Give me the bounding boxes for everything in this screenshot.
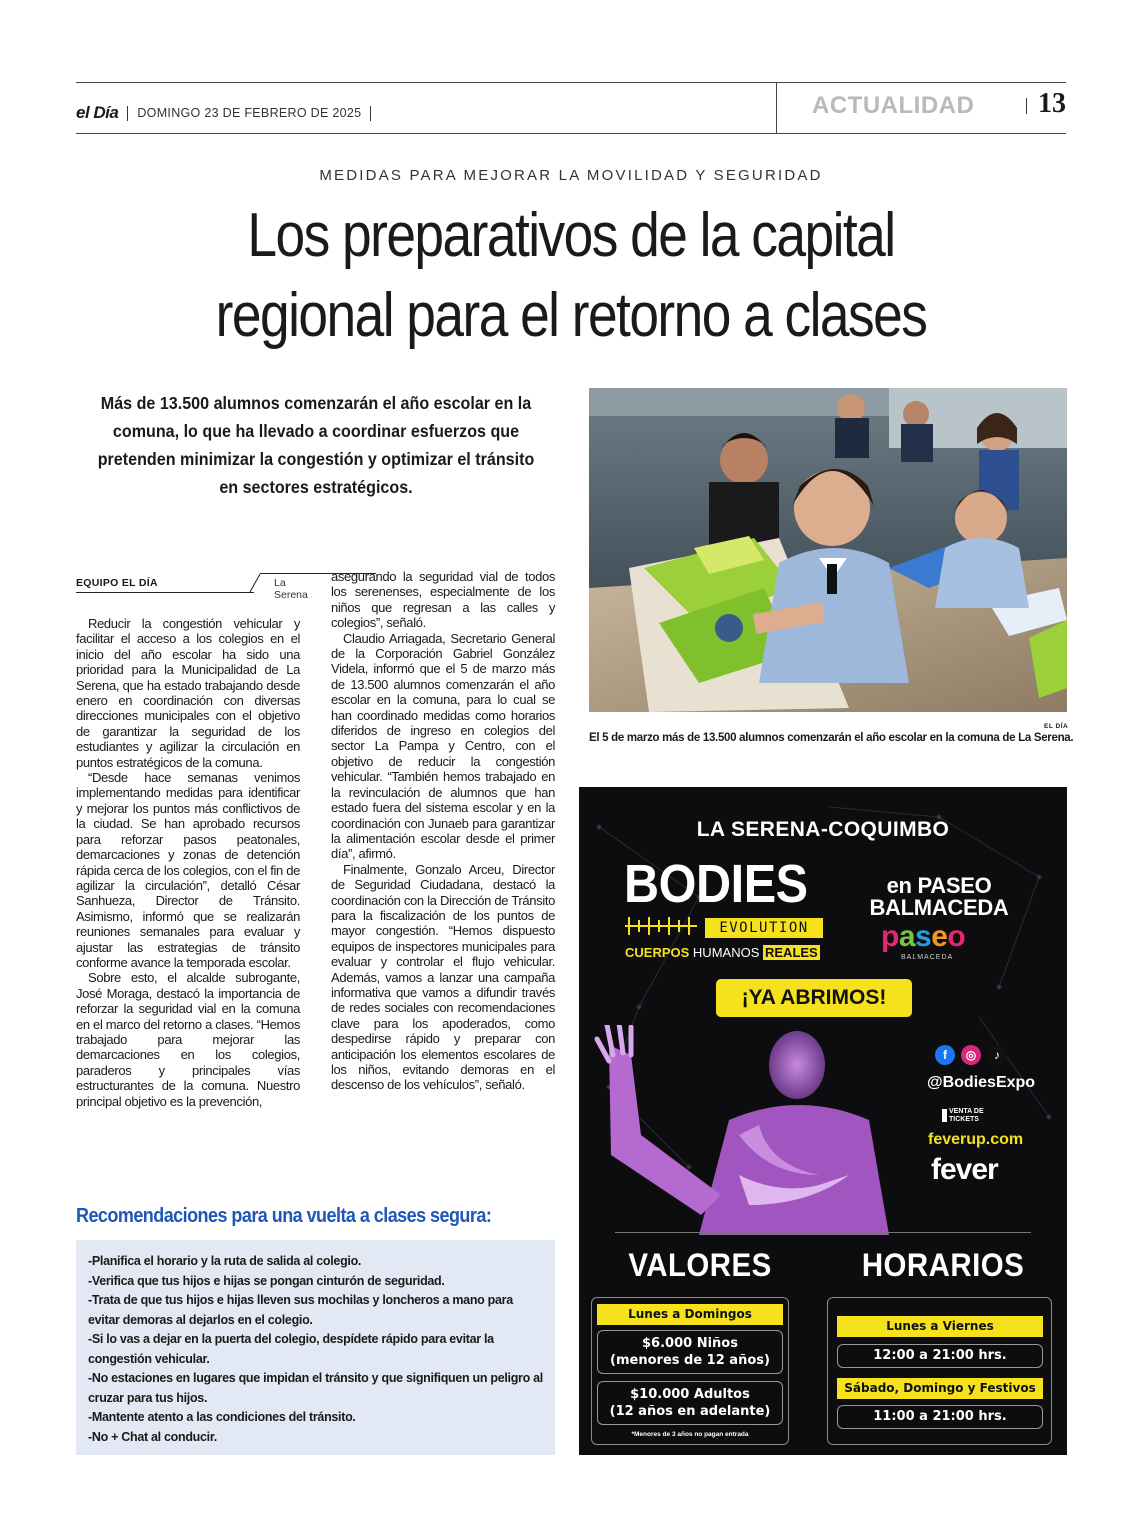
ad-price-kids-condition: (menores de 12 años)	[610, 1353, 770, 1368]
paseo-logo-letter: p	[881, 920, 899, 953]
social-icons	[935, 1045, 1007, 1065]
masthead-separator	[127, 106, 128, 121]
ad-tagline	[625, 945, 820, 960]
dna-strip-icon	[625, 915, 697, 937]
masthead	[76, 100, 380, 126]
ad-tagline-cuerpos: CUERPOS	[625, 945, 690, 960]
header-top-rule	[76, 82, 1066, 83]
recommendation-item: -Si lo vas a dejar en la puerta del colegio, despídete rápido para evitar la congestión vehicular.	[88, 1332, 494, 1366]
ad-open-banner: ¡YA ABRIMOS!	[716, 979, 912, 1017]
anatomical-figure-image	[579, 1025, 909, 1235]
page-number-separator	[1026, 98, 1027, 114]
body-paragraph: Finalmente, Gonzalo Arceu, Director de Seguridad Ciudadana, destacó la coordinación con la Dirección de Tránsito para la fiscalización de los puntos de mayor congestión. “Hemos dispuesto equipos de inspectores municipales para evaluar y controlar el flujo vehicular. Además, vamos a lanzar una campaña informativa que vamos a difundir través de redes sociales con recomendaciones clave para los apoderados, como despedirse rápido y preparar con anticipación los elementos escolares de los niños, evitando demoras en el descenso de los vehículos”, señaló.	[331, 861, 555, 1093]
ticket-icon	[942, 1109, 947, 1122]
recommendation-item: -Verifica que tus hijos e hijas se pongan cinturón de seguridad.	[88, 1273, 445, 1288]
headline-line-2: regional para el retorno a clases	[215, 281, 927, 350]
article-column-2	[331, 569, 555, 1093]
newspaper-logo: el Día	[76, 103, 119, 122]
photo-caption: El 5 de marzo más de 13.500 alumnos comenzarán el año escolar en la comuna de La Serena.	[589, 732, 1074, 744]
ad-tickets-link[interactable]: feverup.com	[928, 1131, 1024, 1148]
instagram-icon[interactable]: ◎	[961, 1045, 981, 1065]
ad-city: LA SERENA-COQUIMBO	[696, 818, 950, 841]
byline	[76, 573, 308, 601]
ad-weekend-hours: 11:00 a 21:00 hrs.	[837, 1405, 1043, 1429]
ad-price-note: *Menores de 3 años no pagan entrada	[631, 1431, 749, 1438]
ad-price-adults-condition: (12 años en adelante)	[609, 1404, 771, 1419]
tiktok-icon[interactable]: ♪	[987, 1045, 1007, 1065]
paseo-logo-sub: BALMACEDA	[901, 954, 954, 961]
paseo-logo-letter: e	[931, 920, 948, 953]
section-name: ACTUALIDAD	[812, 92, 975, 119]
recommendation-item: -Trata de que tus hijos e hijas lleven sus mochilas y loncheros a mano para evitar demoras al dejarlos en el colegio.	[88, 1293, 513, 1327]
ad-divider	[615, 1232, 1031, 1233]
facebook-icon[interactable]: f	[935, 1045, 955, 1065]
ad-hours-title: HORARIOS	[861, 1247, 1025, 1283]
ad-weekdays-label: Lunes a Viernes	[837, 1316, 1043, 1337]
article-column-1	[76, 616, 300, 1109]
body-paragraph: “Desde hace semanas venimos implementando medidas para identificar y mejorar los puntos más conflictivos de la ciudad. Se han aprobado recursos para reforzar pasos peatonales, demarcaciones y zonas de detención rápida cerca de los colegios, con el fin de agilizar la circulación”, detalló César Sanhueza, Director de Tránsito. Asimismo, informó que se realizarán reuniones semanales para evaluar y ajustar las estrategias de tránsito conforme avance la temporada escolar.	[76, 770, 300, 970]
paseo-logo-letter: a	[898, 920, 916, 953]
headline-line-1: Los preparativos de la capital	[247, 201, 895, 270]
ad-weekday-hours: 12:00 a 21:00 hrs.	[837, 1344, 1043, 1368]
ad-prices-title: VALORES	[628, 1247, 772, 1283]
header-divider	[776, 83, 777, 133]
body-paragraph: Claudio Arriagada, Secretario General de la Corporación Gabriel González Videla, informó que el 5 de marzo más de 13.500 alumnos comenzarán el año escolar en la comuna, para lo cual se han coordinado medidas como horarios diferidos de ingreso en colegios del sector La Pampa y Centro, con el objetivo de reducir la congestión vehicular. “También hemos trabajado en la revinculación de alumnos que han estado fuera del sistema escolar y en la coordinación con Junaeb para garantizar la alimentación escolar desde el primer día”, afirmó.	[331, 630, 555, 862]
ad-price-kids	[597, 1330, 783, 1374]
recommendation-item: -No + Chat al conducir.	[88, 1429, 217, 1444]
recommendation-item: -Planifica el horario y la ruta de salida al colegio.	[88, 1254, 362, 1268]
paseo-logo	[881, 920, 965, 954]
fever-logo: fever	[931, 1153, 998, 1186]
bodies-advertisement[interactable]	[579, 787, 1067, 1455]
paseo-logo-letter: s	[915, 920, 932, 953]
byline-place: La Serena	[274, 577, 308, 601]
ad-venue-line-2: BALMACEDA	[869, 895, 1009, 920]
paseo-logo-letter: o	[947, 920, 966, 953]
ad-ticket-sale	[949, 1108, 984, 1124]
body-paragraph: Reducir la congestión vehicular y facilitar el acceso a los colegios en el inicio del año escolar ha sido una prioridad para la Municipalidad de La Serena, que ha estado trabajando desde enero en coordinación con diversas direcciones municipales con el objetivo de garantizar la seguridad de los estudiantes y agilizar la circulación en puntos estratégicos de la comuna.	[76, 616, 300, 770]
byline-author: EQUIPO EL DÍA	[76, 577, 158, 589]
ad-weekend-label: Sábado, Domingo y Festivos	[837, 1378, 1043, 1399]
ad-price-kids-amount: $6.000 Niños	[642, 1336, 738, 1351]
header-bottom-rule	[76, 133, 1066, 134]
ad-price-adults-amount: $10.000 Adultos	[630, 1387, 750, 1402]
page-number: 13	[1038, 88, 1066, 119]
byline-slash-divider	[248, 573, 264, 593]
article-photo	[589, 388, 1067, 712]
recommendations-title: Recomendaciones para una vuelta a clases segura:	[76, 1205, 492, 1227]
ad-social-handle[interactable]: @BodiesExpo	[927, 1074, 1036, 1091]
classroom-photo	[589, 388, 1067, 712]
ad-tagline-reales: REALES	[765, 945, 818, 960]
ad-venue-line-1: en PASEO	[886, 873, 992, 898]
article-kicker: MEDIDAS PARA MEJORAR LA MOVILIDAD Y SEGURIDAD	[319, 167, 823, 184]
ad-price-adults	[597, 1381, 783, 1425]
ad-ticket-sale-line-2: TICKETS	[949, 1116, 979, 1123]
ad-venue	[859, 875, 1019, 919]
recommendation-item: -Mantente atento a las condiciones del tránsito.	[88, 1410, 356, 1424]
photo-credit: EL DÍA	[1044, 723, 1069, 730]
ad-brand: BODIES	[624, 854, 808, 914]
article-headline	[132, 196, 1011, 356]
byline-underline	[76, 592, 254, 593]
ad-prices-days: Lunes a Domingos	[597, 1304, 783, 1325]
masthead-separator	[370, 106, 371, 121]
article-lead: Más de 13.500 alumnos comenzarán el año escolar en la comuna, lo que ha llevado a coordinar esfuerzos que pretenden minimizar la congestión y optimizar el tránsito en sectores estratégicos.	[97, 393, 535, 497]
body-paragraph: Sobre esto, el alcalde subrogante, José Moraga, destacó la importancia de reforzar la seguridad vial en la comuna en el marco del retorno a clases. “Hemos trabajado para mejorar las demarcaciones en los colegios, paraderos y principales vías estructurantes de la comuna. Nuestro principal objetivo es la prevención,	[76, 970, 300, 1109]
ad-evolution: EVOLUTION	[705, 918, 823, 938]
ad-tagline-humanos: HUMANOS	[692, 945, 760, 960]
issue-date: DOMINGO 23 DE FEBRERO DE 2025	[137, 106, 362, 120]
ad-ticket-sale-line-1: VENTA DE	[949, 1108, 984, 1115]
body-paragraph: asegurando la seguridad vial de todos los serenenses, especialmente de los niños que regresan a las calles y colegios”, señaló.	[331, 569, 555, 631]
recommendations-box	[76, 1240, 555, 1455]
recommendation-item: -No estaciones en lugares que impidan el tránsito y que signifiquen un peligro al cruzar para tus hijos.	[88, 1371, 543, 1405]
